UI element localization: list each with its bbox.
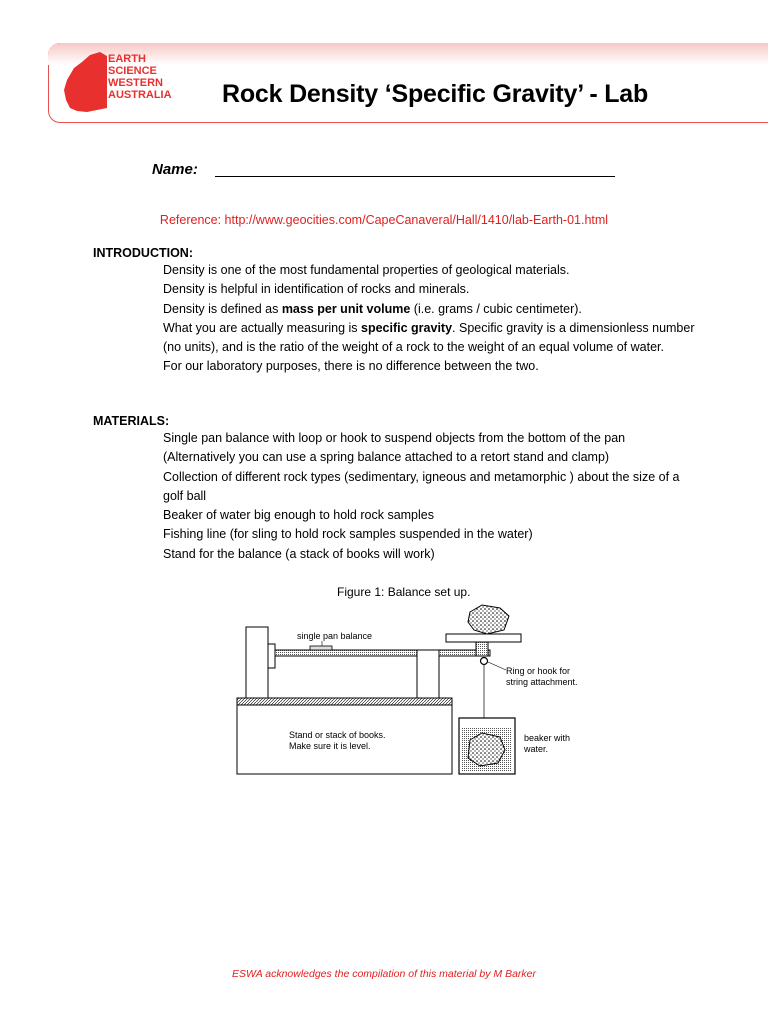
logo-line-earth: EARTH bbox=[108, 53, 146, 65]
materials-item: Collection of different rock types (sedimentary, igneous and metamorphic ) about the size of a golf ball bbox=[163, 469, 680, 503]
label-beaker-1: beaker with bbox=[524, 733, 571, 743]
balance-upright bbox=[246, 627, 268, 698]
intro-line-1: Density is one of the most fundamental properties of geological materials. bbox=[163, 263, 570, 277]
hook-ring bbox=[481, 658, 488, 665]
balance-pan bbox=[446, 634, 521, 642]
materials-item: Beaker of water big enough to hold rock samples bbox=[163, 508, 434, 523]
eswa-logo-text bbox=[108, 53, 172, 101]
figure-caption: Figure 1: Balance set up. bbox=[337, 585, 471, 599]
intro-line-2: Density is helpful in identification of rocks and minerals. bbox=[163, 282, 470, 297]
logo-line-western: WESTERN bbox=[108, 77, 163, 89]
logo-line-australia: AUSTRALIA bbox=[108, 89, 172, 101]
introduction-heading: INTRODUCTION: bbox=[93, 246, 193, 260]
materials-item: (Alternatively you can use a spring balance attached to a retort stand and clamp) bbox=[163, 450, 610, 465]
label-ring-2: string attachment. bbox=[506, 677, 578, 687]
logo-line-science: SCIENCE bbox=[108, 65, 157, 77]
materials-item: Fishing line (for sling to hold rock samples suspended in the water) bbox=[163, 527, 533, 542]
label-stand-2: Make sure it is level. bbox=[289, 741, 371, 751]
intro-line-3: Density is defined as mass per unit volume (i.e. grams / cubic centimeter). bbox=[163, 301, 582, 316]
materials-heading: MATERIALS: bbox=[93, 414, 170, 428]
page-title: Rock Density ‘Specific Gravity’ - Lab bbox=[222, 80, 649, 108]
materials-list bbox=[163, 429, 703, 564]
rock-on-pan bbox=[468, 605, 509, 634]
intro-line-5: For our laboratory purposes, there is no difference between the two. bbox=[163, 359, 539, 374]
reference-link[interactable]: Reference: http://www.geocities.com/CapeCanaveral/Hall/1410/lab-Earth-01.html bbox=[159, 213, 609, 227]
intro-line-4: What you are actually measuring is specific gravity. Specific gravity is a dimensionless number (no units), and is the ratio of the weight of a rock to the weight of an equal volume of water. bbox=[163, 320, 695, 355]
name-label: Name: bbox=[152, 161, 198, 178]
label-balance: single pan balance bbox=[297, 631, 373, 641]
materials-item: Stand for the balance (a stack of books will work) bbox=[163, 546, 435, 561]
materials-item: Single pan balance with loop or hook to suspend objects from the bottom of the pan bbox=[163, 431, 626, 445]
rock-in-water bbox=[468, 733, 505, 766]
balance-beam bbox=[275, 650, 490, 656]
footer-acknowledgement: ESWA acknowledges the compilation of this material by M Barker bbox=[231, 968, 537, 980]
balance-setup-diagram bbox=[232, 600, 592, 790]
name-field-line[interactable] bbox=[215, 176, 615, 177]
label-ring-1: Ring or hook for bbox=[506, 666, 571, 676]
label-stand-1: Stand or stack of books. bbox=[289, 730, 386, 740]
introduction-text bbox=[163, 261, 703, 377]
label-beaker-2: water. bbox=[524, 744, 549, 754]
